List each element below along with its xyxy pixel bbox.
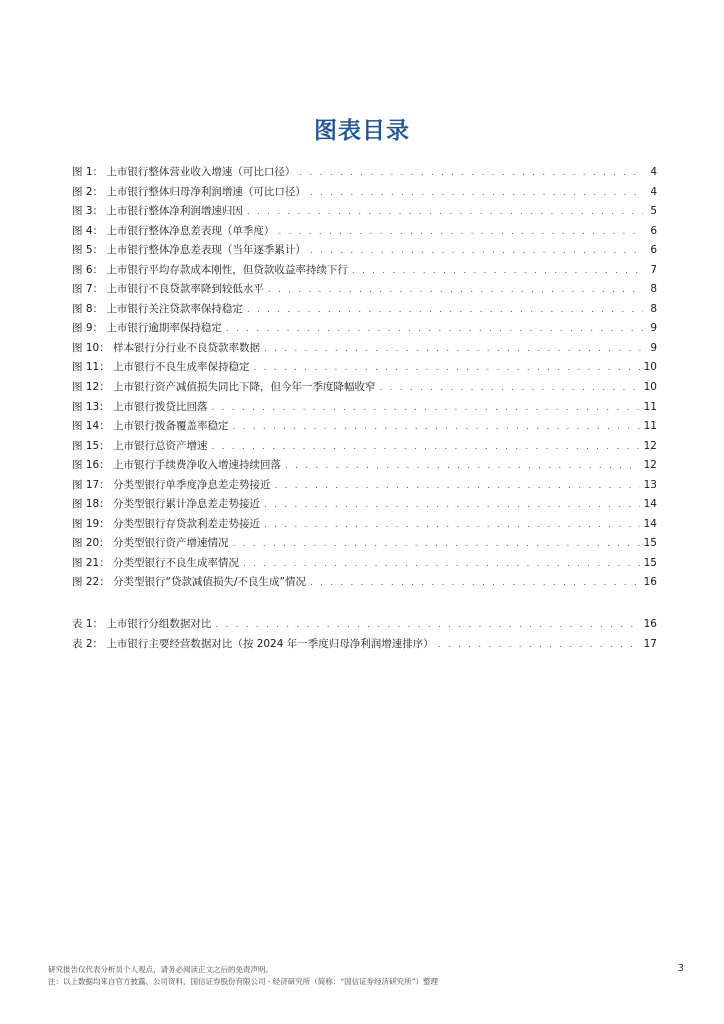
- table-entry-page: 16: [643, 618, 657, 630]
- figure-entry-page: 6: [650, 244, 657, 257]
- figure-entry-label: 图 9： 上市银行逾期率保持稳定: [72, 322, 222, 335]
- dot-leader: [264, 340, 643, 360]
- dot-leader: [212, 399, 640, 419]
- figure-entry[interactable]: [72, 202, 657, 222]
- dot-leader: [352, 262, 643, 282]
- figure-entry-page: 6: [650, 224, 657, 237]
- figure-entry[interactable]: [72, 398, 657, 418]
- figure-entry-page: 11: [643, 400, 657, 413]
- figure-entry-page: 13: [643, 478, 657, 491]
- figure-entry[interactable]: [72, 378, 657, 398]
- figure-entry[interactable]: [72, 456, 657, 476]
- figure-entry-label: 图 6： 上市银行平均存款成本刚性，但贷款收益率持续下行: [72, 263, 348, 276]
- dot-leader: [215, 616, 639, 636]
- figure-entry[interactable]: [72, 339, 657, 359]
- figure-entry[interactable]: [72, 437, 657, 457]
- figure-entry[interactable]: [72, 222, 657, 242]
- figure-entry-page: 9: [650, 341, 657, 354]
- figure-entry[interactable]: [72, 554, 657, 574]
- figure-entry-page: 16: [643, 576, 657, 589]
- figure-entry-page: 8: [650, 283, 657, 296]
- figure-entry-page: 11: [643, 420, 657, 433]
- dot-leader: [233, 418, 640, 438]
- figure-entry-label: 图 5： 上市银行整体净息差表现（当年逐季累计）: [72, 244, 306, 257]
- figure-entry[interactable]: [72, 163, 657, 183]
- figure-entry-label: 图 18： 分类型银行累计净息差走势接近: [72, 498, 261, 511]
- table-entry[interactable]: [72, 615, 657, 635]
- figure-entry-page: 4: [650, 185, 657, 198]
- figure-entry[interactable]: [72, 515, 657, 535]
- figure-entry-page: 15: [643, 556, 657, 569]
- dot-leader: [247, 203, 643, 223]
- dot-leader: [268, 281, 643, 301]
- figure-entry-label: 图 13： 上市银行拨贷比回落: [72, 400, 208, 413]
- figure-entry[interactable]: [72, 319, 657, 339]
- figure-entry-label: 图 22： 分类型银行“贷款减值损失/不良生成”情况: [72, 576, 306, 589]
- dot-leader: [380, 379, 640, 399]
- figure-entry[interactable]: [72, 495, 657, 515]
- figure-entry-page: 4: [650, 166, 657, 178]
- figure-entry-label: 图 12： 上市银行资产减值损失同比下降，但今年一季度降幅收窄: [72, 381, 376, 394]
- figure-entry[interactable]: [72, 280, 657, 300]
- figure-entry-page: 15: [643, 537, 657, 550]
- figure-entry-page: 10: [643, 361, 657, 374]
- dot-leader: [285, 457, 640, 477]
- dot-leader: [226, 320, 643, 340]
- figure-entry-label: 图 1： 上市银行整体营业收入增速（可比口径）: [72, 166, 296, 178]
- figure-entry-label: 图 15： 上市银行总资产增速: [72, 439, 208, 452]
- dot-leader: [299, 164, 643, 184]
- figure-entry-page: 10: [643, 381, 657, 394]
- figure-entry-label: 图 21： 分类型银行不良生成率情况: [72, 556, 240, 569]
- figure-entry-label: 图 2： 上市银行整体归母净利润增速（可比口径）: [72, 185, 306, 198]
- figure-entry[interactable]: [72, 476, 657, 496]
- figure-entry-page: 8: [650, 302, 657, 315]
- figure-list: [72, 163, 657, 593]
- dot-leader: [310, 574, 640, 594]
- dot-leader: [243, 555, 640, 575]
- figure-entry-label: 图 11： 上市银行不良生成率保持稳定: [72, 361, 250, 374]
- figure-entry-label: 图 7： 上市银行不良贷款率降到较低水平: [72, 283, 264, 296]
- dot-leader: [264, 496, 640, 516]
- dot-leader: [278, 223, 643, 243]
- figure-entry-label: 图 3： 上市银行整体净利润增速归因: [72, 205, 243, 218]
- figure-entry[interactable]: [72, 573, 657, 593]
- figure-entry-label: 图 17： 分类型银行单季度净息差走势接近: [72, 478, 271, 491]
- toc-title: 图表目录: [314, 118, 410, 144]
- dot-leader: [254, 359, 640, 379]
- figure-entry-page: 14: [643, 517, 657, 530]
- figure-entry-label: 图 8： 上市银行关注贷款率保持稳定: [72, 302, 243, 315]
- figure-entry-page: 12: [643, 459, 657, 472]
- table-entry-label: 表 1： 上市银行分组数据对比: [72, 618, 212, 630]
- figure-entry-label: 图 14： 上市银行拨备覆盖率稳定: [72, 420, 229, 433]
- dot-leader: [310, 184, 643, 204]
- figure-entry-page: 5: [650, 205, 657, 218]
- dot-leader: [247, 301, 643, 321]
- dot-leader: [438, 636, 640, 656]
- figure-entry[interactable]: [72, 534, 657, 554]
- figure-entry[interactable]: [72, 417, 657, 437]
- table-entry[interactable]: [72, 635, 657, 655]
- figure-entry-label: 图 19： 分类型银行存贷款利差走势接近: [72, 517, 261, 530]
- table-entry-label: 表 2： 上市银行主要经营数据对比（按 2024 年一季度归母净利润增速排序）: [72, 637, 434, 650]
- figure-entry-label: 图 16： 上市银行手续费净收入增速持续回落: [72, 459, 282, 472]
- dot-leader: [310, 242, 643, 262]
- dot-leader: [212, 438, 640, 458]
- table-list: [72, 615, 657, 654]
- figure-entry-label: 图 20： 分类型银行资产增速情况: [72, 537, 229, 550]
- figure-entry[interactable]: [72, 241, 657, 261]
- figure-entry-page: 9: [650, 322, 657, 335]
- disclaimer-text: 研究报告仅代表分析员个人观点，请务必阅读正文之后的免责声明。: [48, 965, 273, 974]
- table-entry-page: 17: [643, 637, 657, 650]
- figure-entry-label: 图 4： 上市银行整体净息差表现（单季度）: [72, 224, 275, 237]
- source-note: 注：以上数据均来自官方披露、公司资料，国信证券股份有限公司 - 经济研究所（简称：“国信证券经济研究所”）整理: [48, 977, 438, 986]
- figure-entry-page: 12: [643, 439, 657, 452]
- figure-entry-page: 14: [643, 498, 657, 511]
- figure-entry[interactable]: [72, 183, 657, 203]
- page-number: 3: [677, 963, 684, 974]
- dot-leader: [233, 535, 640, 555]
- footer-disclaimer: [48, 964, 688, 988]
- figure-entry[interactable]: [72, 358, 657, 378]
- dot-leader: [264, 516, 640, 536]
- figure-entry-label: 图 10： 样本银行分行业不良贷款率数据: [72, 341, 261, 354]
- dot-leader: [275, 477, 640, 497]
- figure-entry[interactable]: [72, 300, 657, 320]
- figure-entry-page: 7: [650, 263, 657, 276]
- figure-entry[interactable]: [72, 261, 657, 281]
